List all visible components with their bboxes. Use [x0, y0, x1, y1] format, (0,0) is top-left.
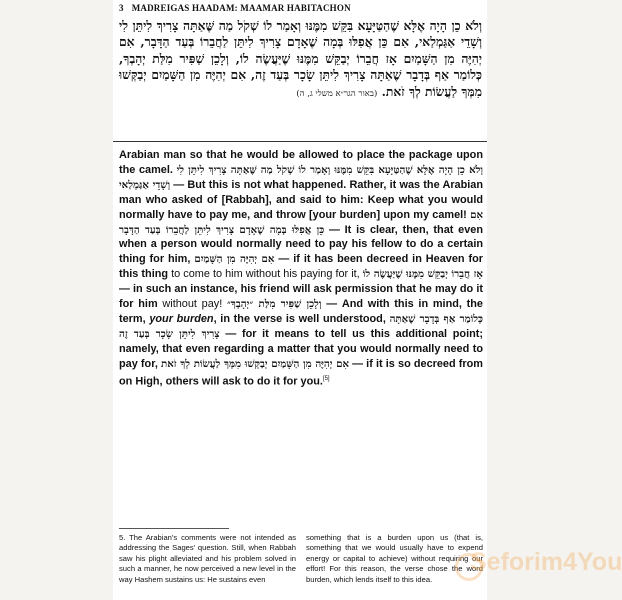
eng-hebrew-3: אִם יְהִיֶּה מִן הַשָּׁמַיִם	[194, 253, 275, 266]
eng-seg-1: Arabian man so that he would be allowed to place the package upon the camel.	[119, 149, 483, 176]
page-number: 3	[119, 3, 124, 13]
eng-hebrew-4: אָז חֲבֵרוֹ יְבַקֵּשׁ מִמֶּנּוּ שֶׁיַּעֲשֶׂה לוֹ	[362, 268, 483, 281]
eng-seg-6: — in such an instance, his friend will ask permission that he may do it for him	[119, 283, 483, 311]
section-divider	[113, 141, 487, 142]
eng-seg-8: — And with this in mind, the term,	[119, 298, 483, 325]
page-header	[119, 3, 487, 13]
hebrew-source-citation: (באור הגר״א משלי ג, ה)	[296, 88, 378, 99]
eng-seg-12: — if it is so decreed from on High, others will ask to do it for you.	[119, 357, 483, 388]
running-title: MADREIGAS HAADAM: MAAMAR HABITACHON	[131, 3, 351, 13]
watermark-text: Seforim4You	[470, 548, 622, 576]
eng-seg-5: to come to him without his paying for it,	[171, 268, 363, 281]
footnote-section	[119, 533, 483, 585]
eng-seg-3: — It is clear, then, that even when a person would normally need to pay his fellow to do a certain thing for him,	[119, 223, 483, 266]
book-page	[113, 0, 487, 600]
eng-seg-11: — for it means to tell us this additional point; namely, that even regarding a matter that you would normally need to pay for,	[119, 327, 483, 370]
eng-hebrew-7: אִם יְהִיֶּה מִן הַשָּׁמַיִם יְבַקְּשׁוּ מִמְּךָ לַעֲשׂוֹת לְךָ זֹאת	[161, 357, 349, 370]
hebrew-source-text	[119, 18, 482, 102]
footnote-column-2: something that is a burden upon us (that is, something that we would usually have to expend energy or capital to achieve) without requiring our effort! For this reason, the verse chose the word burden, which lends itself to this idea.	[306, 533, 483, 584]
eng-seg-10: , in the verse is well understood,	[213, 312, 390, 325]
footnote-column-1: 5. The Arabian's comments were not intended as addressing the Sages' question. Still, when Rabbah saw his plight alleviated and his problem solved in such a manner, he now perceived a new level in the way Hashem sustains us: He sustains even	[119, 533, 296, 584]
eng-seg-2: — But this is not what happened. Rather, it was the Arabian man who asked of [Rabbah], and said to him: Keep what you would normally have to pay me, and throw [your burden] upon my camel!	[119, 178, 484, 221]
eng-seg-7: without pay!	[162, 298, 228, 311]
footnote-reference[interactable]: [5]	[322, 375, 330, 382]
hebrew-main-text: וְלֹא כֵן הָיָה אֶלָּא שֶׁהַטַּיָּעָא בִּקֵּשׁ מִמֶּנּוּ וְאָמַר לוֹ שְׁקֹל מַה שֶּׁאַתָּה צָרִיךְ לִיתֵּן לִי וְשָׁדֵי אַגַּמְלַאי, אִם כֵּן אֲפִלּוּ בְּמָה שֶׁאָדָם צָרִיךְ לִיתֵּן לַחֲבֵרוֹ בְּעַד הַדָּבָר, אִם יְהִיֶּה מִן הַשָּׁמַיִם אָז חֲבֵרוֹ יְבַקֵּשׁ מִמֶּנּוּ שֶׁיַּעֲשֶׂה לוֹ, וְלָכֵן שַׁפִּיר מִלַּת יְהָבְךָ, כְּלוֹמַר אַף בְּדָבָר שֶׁאַתָּה צָרִיךְ לִיתֵּן שָׂכָר בְּעַד זֶה, אִם יְהִיֶּה מִן הַשָּׁמַיִם יְבַקְּשׁוּ מִמְּךָ לַעֲשׂוֹת לְךָ זֹאת.	[119, 18, 482, 99]
english-commentary	[119, 148, 483, 389]
eng-hebrew-2: אִם כֵּן אֲפִלּוּ בְּמָה שֶׁאָדָם צָרִיךְ לִיתֵּן לַחֲבֵרוֹ בְּעַד הַדָּבָר	[119, 208, 483, 236]
eng-hebrew-5: וְלָכֵן שַׁפִּיר מִלַּת ״יְהָבְךָ״	[227, 298, 322, 311]
eng-hebrew-1: וְלֹא כֵן הָיָה אֶלָּא שֶׁהַטַּיָּעָא בִּקֵּשׁ מִמֶּנּוּ וְאָמַר לוֹ שְׁקֹל מַה שֶּׁאַתָּה צָרִיךְ לִיתֵּן לִי וְשָׁדֵי אַגַּמְלַאי	[119, 163, 483, 191]
eng-hebrew-6: כְּלוֹמַר אַף בְּדָבָר שֶׁאַתָּה צָרִיךְ לִיתֵּן שָׂכָר בְּעַד זֶה	[119, 312, 483, 340]
eng-seg-4: — if it has been decreed in Heaven for this thing	[119, 253, 484, 281]
eng-seg-9-italic: your burden	[149, 312, 214, 325]
footnote-divider	[119, 528, 229, 529]
